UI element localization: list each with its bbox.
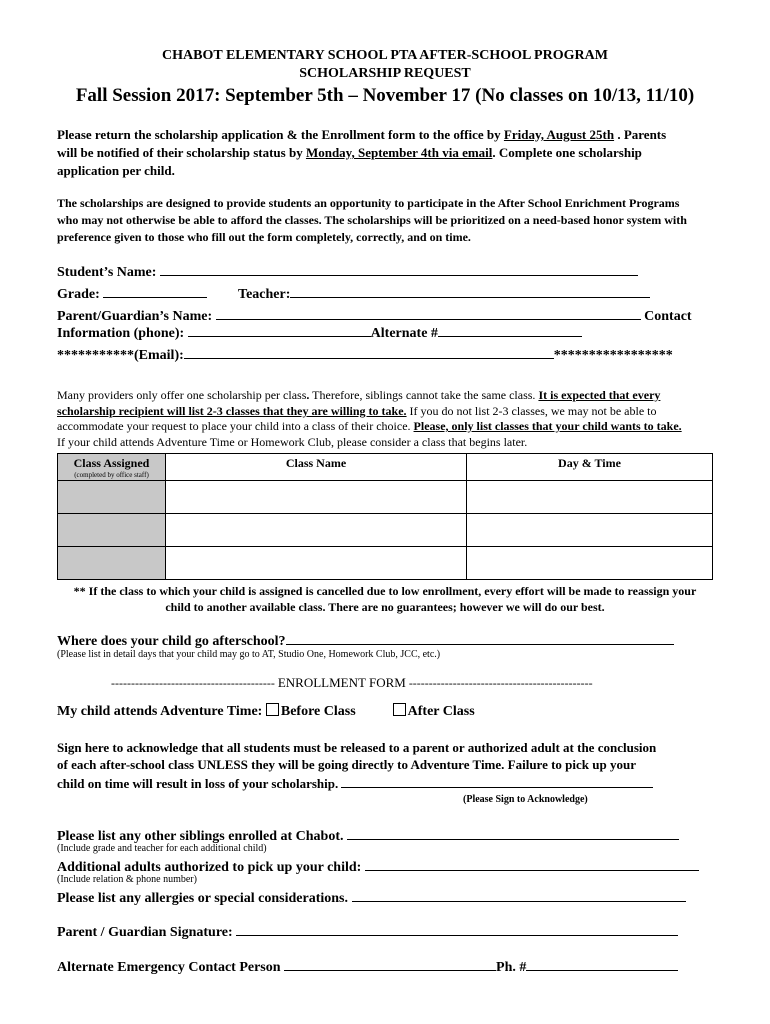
day-time-cell[interactable] (467, 481, 713, 514)
sign-ack-line2: of each after-school class UNLESS they will be going directly to Adventure Time. Failure to pick up your (57, 757, 636, 772)
cancellation-note-line2: child to another available class. There are no guarantees; however we will do our best. (165, 600, 605, 614)
allergies-row (57, 888, 686, 907)
intro-text: . Complete one scholarship (492, 145, 642, 160)
providers-text: . (306, 388, 310, 402)
siblings-field[interactable] (347, 826, 679, 840)
policy-line1: The scholarships are designed to provide students an opportunity to participate in the After School Enrichment Programs (57, 196, 680, 210)
providers-text: If you do not list 2-3 classes, we may not be able to (406, 404, 657, 418)
adventure-time-label: My child attends Adventure Time: (57, 704, 263, 719)
class-name-label: Class Name (285, 456, 347, 470)
contact-label: Contact (644, 309, 692, 324)
acknowledge-signature-field[interactable] (341, 774, 653, 788)
grade-teacher-row (57, 284, 650, 303)
providers-text: accommodate your request to place your child into a class of their choice. (57, 419, 414, 433)
emergency-contact-field[interactable] (284, 957, 496, 971)
table-row (58, 547, 713, 580)
notify-date: Monday, September 4th via email (305, 145, 493, 160)
after-class-label: After Class (407, 704, 475, 719)
intro-text: will be notified of their scholarship status by (57, 145, 306, 160)
siblings-hint: (Include grade and teacher for each additional child) (57, 843, 267, 854)
adults-field[interactable] (365, 857, 699, 871)
parent-signature-field[interactable] (236, 922, 678, 936)
providers-line2 (57, 404, 657, 419)
student-name-row (57, 262, 638, 281)
class-assigned-note: (completed by office staff) (74, 471, 149, 479)
adventure-time-row (57, 703, 475, 720)
afterschool-hint: (Please list in detail days that your child may go to AT, Studio One, Homework Club, JCC, etc.) (57, 649, 441, 660)
email-stars: ***************** (553, 348, 673, 363)
day-time-cell[interactable] (467, 514, 713, 547)
teacher-field[interactable] (290, 284, 650, 298)
table-header-row (58, 454, 713, 481)
class-name-cell[interactable] (166, 547, 467, 580)
before-class-checkbox[interactable] (266, 703, 279, 716)
emergency-contact-row (57, 957, 678, 976)
policy-line3: preference given to those who fill out the form completely, correctly, and on time. (57, 230, 471, 244)
providers-line3 (57, 419, 682, 434)
class-assigned-cell (58, 514, 166, 547)
student-name-label: Student’s Name: (57, 265, 157, 280)
allergies-label: Please list any allergies or special considerations. (57, 891, 348, 906)
sign-ack-line3 (57, 774, 653, 792)
afterschool-label: Where does your child go afterschool? (57, 634, 286, 649)
class-name-cell[interactable] (166, 481, 467, 514)
enrollment-divider (111, 675, 593, 691)
providers-text: Many providers only offer one scholarship per class (57, 388, 307, 402)
siblings-label: Please list any other siblings enrolled at Chabot. (57, 829, 344, 844)
grade-field[interactable] (103, 284, 207, 298)
providers-emphasis: Please, only list classes that your child wants to take. (413, 419, 682, 433)
alternate-label: Alternate # (370, 326, 438, 341)
email-stars: *********** (57, 348, 134, 363)
day-time-cell[interactable] (467, 547, 713, 580)
allergies-field[interactable] (352, 888, 686, 902)
parent-signature-label: Parent / Guardian Signature: (57, 925, 233, 940)
class-assigned-cell (58, 481, 166, 514)
day-time-label: Day & Time (558, 456, 621, 470)
header-line1: CHABOT ELEMENTARY SCHOOL PTA AFTER-SCHOOL PROGRAM (162, 48, 608, 63)
email-field[interactable] (184, 345, 554, 359)
session-title: Fall Session 2017: September 5th – November 17 (No classes on 10/13, 11/10) (75, 85, 695, 106)
sign-hint: (Please Sign to Acknowledge) (463, 794, 588, 805)
afterschool-field[interactable] (286, 631, 674, 645)
emergency-contact-label: Alternate Emergency Contact Person (57, 960, 281, 975)
adults-hint: (Include relation & phone number) (57, 874, 197, 885)
class-table (57, 453, 713, 580)
after-class-checkbox[interactable] (393, 703, 406, 716)
grade-label: Grade: (57, 287, 100, 302)
intro-text: Please return the scholarship application & the Enrollment form to the office by (57, 127, 504, 142)
providers-text: Therefore, siblings cannot take the same class. (309, 388, 539, 402)
header-line2: SCHOLARSHIP REQUEST (299, 66, 471, 81)
divider-dashes: ---------------------------------------------- (408, 676, 593, 690)
sign-ack-text: child on time will result in loss of your scholarship. (57, 776, 339, 791)
afterschool-row (57, 631, 674, 650)
providers-emphasis: It is expected that every (538, 388, 661, 402)
providers-line4: If your child attends Adventure Time or Homework Club, please consider a class that begins later. (57, 435, 528, 449)
enrollment-title: ENROLLMENT FORM (277, 675, 406, 690)
cancellation-note-line1: ** If the class to which your child is assigned is cancelled due to low enrollment, every effort will be made to reassign your (73, 584, 697, 598)
table-row (58, 514, 713, 547)
deadline-date: Friday, August 25th (503, 127, 615, 142)
intro-line2 (57, 145, 642, 161)
class-assigned-cell (58, 547, 166, 580)
providers-line1 (57, 388, 660, 403)
divider-dashes: ----------------------------------------- (111, 676, 275, 690)
class-assigned-header (58, 454, 166, 481)
parent-name-label: Parent/Guardian’s Name: (57, 309, 213, 324)
before-class-label: Before Class (280, 704, 356, 719)
intro-text: . Parents (614, 127, 667, 142)
class-name-header (166, 454, 467, 481)
phone-row (57, 323, 582, 342)
sign-ack-line1: Sign here to acknowledge that all students must be released to a parent or authorized adult at the conclusion (57, 740, 657, 755)
parent-signature-row (57, 922, 678, 941)
teacher-label: Teacher: (238, 287, 291, 302)
student-name-field[interactable] (160, 262, 638, 276)
phone-label: Information (phone): (57, 326, 185, 341)
table-row (58, 481, 713, 514)
policy-line2: who may not otherwise be able to afford the classes. The scholarships will be prioritized on a need-based honor system with (57, 213, 687, 227)
emergency-phone-field[interactable] (526, 957, 678, 971)
intro-line3: application per child. (57, 163, 175, 178)
intro-line1 (57, 127, 666, 143)
adults-label: Additional adults authorized to pick up your child: (57, 860, 362, 875)
email-row (57, 345, 673, 364)
class-assigned-label: Class Assigned (73, 456, 150, 470)
parent-name-field[interactable] (216, 306, 641, 320)
phone-field[interactable] (188, 323, 371, 337)
class-name-cell[interactable] (166, 514, 467, 547)
day-time-header (467, 454, 713, 481)
emergency-phone-label: Ph. # (496, 960, 527, 975)
email-label: (Email): (134, 348, 184, 363)
alternate-phone-field[interactable] (438, 323, 582, 337)
providers-emphasis: scholarship recipient will list 2-3 classes that they are willing to take. (57, 404, 407, 418)
